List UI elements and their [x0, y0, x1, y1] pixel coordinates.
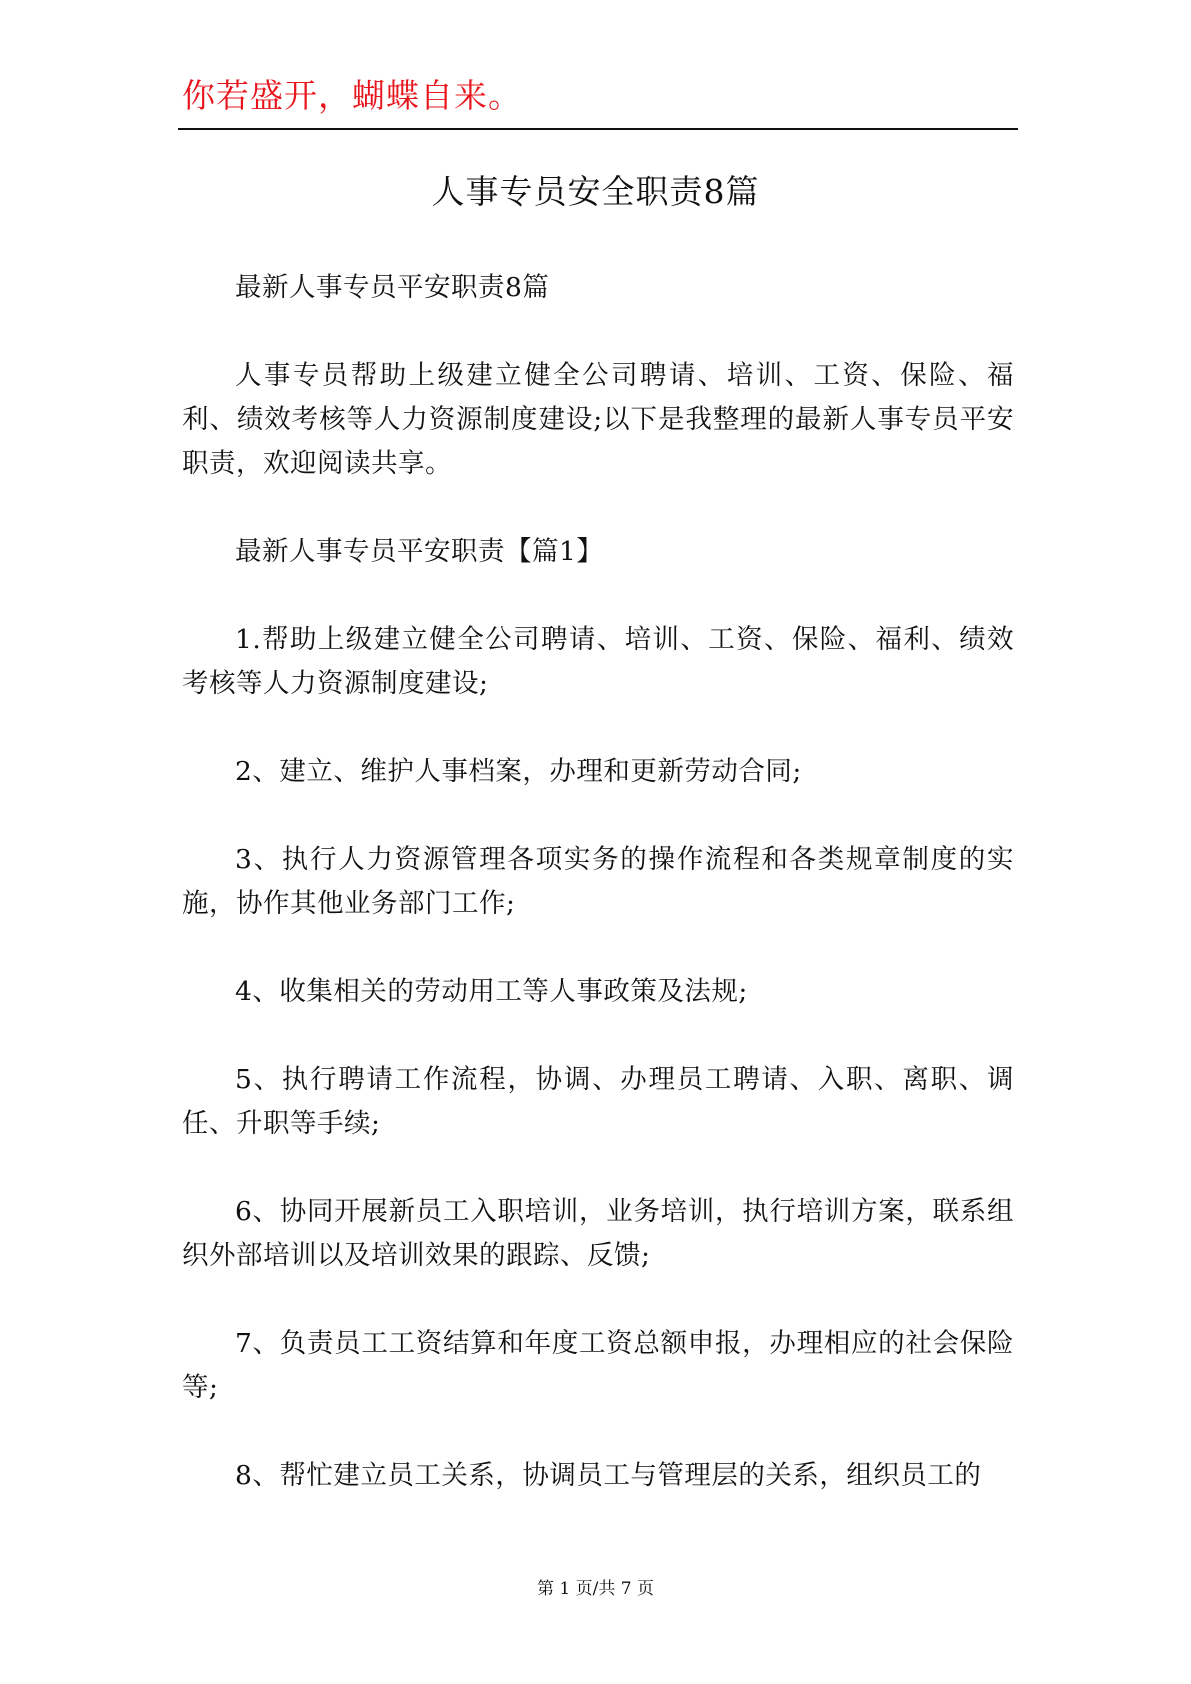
- page-number: 第 1 页/共 7 页: [537, 1579, 654, 1599]
- list-item: 3、执行人力资源管理各项实务的操作流程和各类规章制度的实施，协作其他业务部门工作;: [182, 844, 1014, 919]
- list-item: 6、协同开展新员工入职培训，业务培训，执行培训方案，联系组织外部培训以及培训效果的跟踪、反馈;: [182, 1196, 1014, 1271]
- list-item: 7、负责员工工资结算和年度工资总额申报，办理相应的社会保险等;: [182, 1328, 1014, 1403]
- document-title: 人事专员安全职责8篇: [431, 172, 760, 211]
- list-item: 8、帮忙建立员工关系，协调员工与管理层的关系，组织员工的: [235, 1460, 982, 1491]
- intro-paragraph: 人事专员帮助上级建立健全公司聘请、培训、工资、保险、福利、绩效考核等人力资源制度建设;以下是我整理的最新人事专员平安职责，欢迎阅读共享。: [182, 360, 1014, 479]
- subtitle-paragraph: 最新人事专员平安职责8篇: [235, 272, 550, 303]
- header-divider: [178, 128, 1018, 130]
- list-item: 2、建立、维护人事档案，办理和更新劳动合同;: [235, 756, 802, 787]
- list-item: 5、执行聘请工作流程，协调、办理员工聘请、入职、离职、调任、升职等手续;: [182, 1064, 1014, 1139]
- section-heading: 最新人事专员平安职责【篇1】: [235, 536, 604, 567]
- list-item: 1.帮助上级建立健全公司聘请、培训、工资、保险、福利、绩效考核等人力资源制度建设;: [182, 624, 1014, 699]
- document-body: [182, 266, 1014, 1542]
- list-item: 4、收集相关的劳动用工等人事政策及法规;: [235, 976, 748, 1007]
- header-slogan: 你若盛开，蝴蝶自来。: [182, 76, 522, 115]
